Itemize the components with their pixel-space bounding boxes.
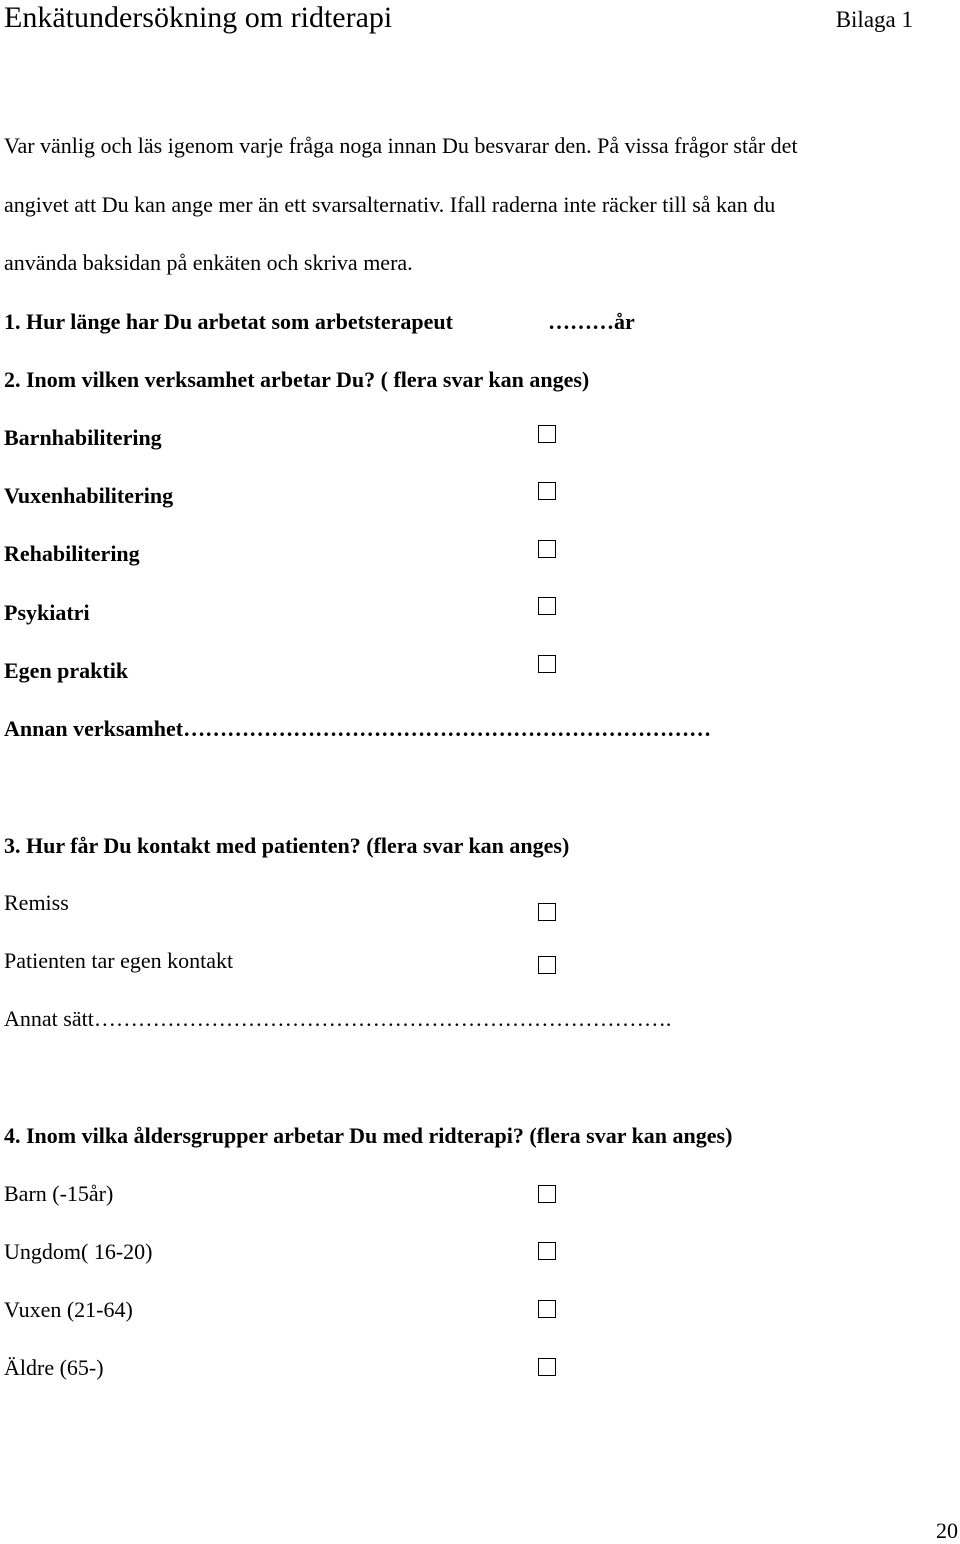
page-number: 20 [936, 1518, 958, 1543]
q2-other-field[interactable]: Annan verksamhet……………………………………………………………… [4, 716, 712, 741]
question-4: 4. Inom vilka åldersgrupper arbetar Du med ridterapi? (flera svar kan anges) [4, 1123, 733, 1148]
q3-checkbox-remiss[interactable] [538, 903, 556, 921]
q4-option-barn: Barn (-15år) [4, 1181, 114, 1206]
question-3: 3. Hur får Du kontakt med patienten? (flera svar kan anges) [4, 833, 570, 858]
q2-checkbox-barnhabilitering[interactable] [538, 425, 556, 443]
q2-checkbox-egen-praktik[interactable] [538, 655, 556, 673]
q2-option-psykiatri: Psykiatri [4, 600, 90, 625]
q4-checkbox-aldre[interactable] [538, 1358, 556, 1376]
q3-other-field[interactable]: Annat sätt……………………………………………………………………. [4, 1006, 672, 1031]
intro-line-1: Var vänlig och läs igenom varje fråga noga innan Du besvarar den. På vissa frågor står det [4, 133, 798, 158]
q2-option-barnhabilitering: Barnhabilitering [4, 425, 162, 450]
question-1: 1. Hur länge har Du arbetat som arbetsterapeut [4, 309, 453, 334]
appendix-label: Bilaga 1 [835, 7, 913, 32]
question-1-answer-field[interactable]: ………år [548, 309, 635, 334]
q3-option-remiss: Remiss [4, 890, 69, 915]
q2-option-rehabilitering: Rehabilitering [4, 541, 140, 566]
intro-line-3: använda baksidan på enkäten och skriva mera. [4, 250, 413, 275]
q4-option-ungdom: Ungdom( 16-20) [4, 1239, 153, 1264]
q2-checkbox-vuxenhabilitering[interactable] [538, 482, 556, 500]
q4-checkbox-ungdom[interactable] [538, 1242, 556, 1260]
q2-option-vuxenhabilitering: Vuxenhabilitering [4, 483, 174, 508]
q4-checkbox-barn[interactable] [538, 1185, 556, 1203]
q4-checkbox-vuxen[interactable] [538, 1300, 556, 1318]
q2-checkbox-rehabilitering[interactable] [538, 540, 556, 558]
document-title: Enkätundersökning om ridterapi [4, 1, 393, 34]
q4-option-aldre: Äldre (65-) [4, 1355, 104, 1380]
intro-line-2: angivet att Du kan ange mer än ett svarsalternativ. Ifall raderna inte räcker till så kan du [4, 192, 776, 217]
q2-checkbox-psykiatri[interactable] [538, 597, 556, 615]
q4-option-vuxen: Vuxen (21-64) [4, 1297, 133, 1322]
question-2: 2. Inom vilken verksamhet arbetar Du? ( flera svar kan anges) [4, 367, 590, 392]
q3-option-egen-kontakt: Patienten tar egen kontakt [4, 948, 234, 973]
q2-option-egen-praktik: Egen praktik [4, 658, 129, 683]
q3-checkbox-egen-kontakt[interactable] [538, 956, 556, 974]
